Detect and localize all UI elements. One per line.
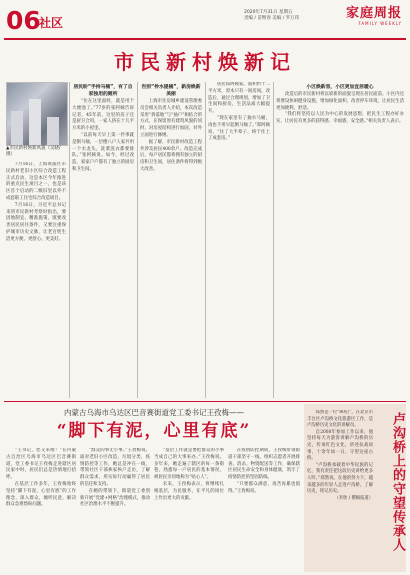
paragraph: 在疫情防控期间，王孜梅带领街道干部坚守一线，组织志愿者开展排查、消杀、物资配送等工作，确保辖区居民生命安全和身体健康，筑牢了疫情防控的坚固防线。 xyxy=(228,448,300,481)
page-header xyxy=(4,4,406,40)
header-rule xyxy=(4,38,406,40)
paragraph: 据了解，市民新村改造工程共涉及居民400余户。改造完成后，每户居民都将拥有独立的厨房和卫生间，居住条件将得到极大改善。 xyxy=(140,139,202,172)
paragraph: 郑然是一位“80后”，在北京市丰台区卢沟桥文化旅游区工作，是卢沟桥历史文化的讲解员。 xyxy=(307,410,373,429)
paragraph: “基层工作就是要把群众的小事当成自己的大事来办。”王孜梅说。多年来，她走遍了辖区的每一条街巷，熟悉每一户居民的基本情况，被居民亲切地称为“贴心人”。 xyxy=(154,448,224,481)
article-kicker: 内蒙古乌海市乌达区巴音赛街道党工委书记王孜梅—— xyxy=(64,408,244,417)
paragraph: “以前每天早上第一件事就是倒马桶，一层楼八户人家共用一个水龙头，洗菜洗衣都要排队。”张阿姨说。如今，经过改造，家家户户都有了独立的厨房和卫生间。 xyxy=(72,132,134,172)
paragraph: “我们将坚持以人民为中心的发展思想，把民生工程办好办实，让居民有更多的获得感、幸福感、安全感。”相关负责人表示。 xyxy=(276,112,404,125)
second-column-4 xyxy=(228,448,300,572)
sidebar-author: （李欣 / 撰稿报道） xyxy=(334,495,373,501)
editors-line: 责编 / 苗继春 美编 / 罗万玮 xyxy=(244,16,300,21)
paragraph: 上海市住房城乡建设管理委员会相关负责人介绍，本次改造采用“拆落地”与“抽户”相结合的方式，在保留原有建筑风貌的同时，对房屋结构进行加固，对外立面进行修缮。 xyxy=(140,99,202,138)
article-title: “脚下有泥，心里有底” xyxy=(56,421,252,441)
photo-building xyxy=(47,117,59,145)
subheading: 居民盼“手持马桶”，有了自家独用的厕所 xyxy=(73,85,133,97)
column-rule xyxy=(205,82,206,398)
issue-date: 2020年7月31日 星期五 xyxy=(244,10,293,15)
paragraph: “卢沟桥承载着中华民族的记忆，我有责任把这段历史讲给更多人听。”郑然说。在他的努力下，越来越多的年轻人走进卢沟桥，了解历史，铭记历史。 xyxy=(307,462,373,495)
logo-english: FAMILY WEEKLY xyxy=(358,21,402,26)
paragraph: “只要群众满意，再苦再累也值得。”王孜梅说。 xyxy=(228,481,300,494)
photo-building xyxy=(11,111,23,145)
paragraph: 自2008年参加工作以来，他坚持每天为游客讲解卢沟桥的历史，传承红色文化，讲述抗战故事，十余年如一日，守望这座古桥。 xyxy=(307,429,373,462)
paragraph: “现在家里有了抽水马桶，再也不用早起倒马桶了。”郑阿姨说，“住了大半辈子，终于住上了成套房。” xyxy=(208,115,270,142)
paragraph: 改造后的市民新村将以崭新的面貌呈现在居民面前。小区内还将增设休闲健身设施、增加绿化面积、改善停车环境，让居民生活更加便利、舒适。 xyxy=(276,92,404,111)
paragraph: 未来，王孜梅表示，将继续扎根基层，为民服务，在平凡的岗位上作出更大的贡献。 xyxy=(154,481,224,501)
sidebar-title: 卢沟桥上的守望传承人 xyxy=(390,412,405,552)
section-name: 社区 xyxy=(39,16,64,30)
paragraph: “王书记，您又来啦！”在内蒙古自治区乌海市乌达区巴音赛街道，党工委书记王孜梅走进辖区居民家中时，居民们总是热情地打招呼。 xyxy=(6,448,76,481)
section-divider xyxy=(4,401,406,402)
sidebar-text xyxy=(307,410,373,570)
photo-caption: ▲市民新村焕新风貌（吴晓/摄） xyxy=(6,146,61,157)
main-column-4 xyxy=(208,82,270,398)
column-rule xyxy=(69,82,70,398)
paragraph: “住在这里面时，就是用个大便池了。”77岁的张阿姨告诉记者，45年前，这里的房子还是厨卫合用，一家人挤在十几平方米的小屋里。 xyxy=(72,99,134,132)
paragraph: 居民郑阿姨家，面积约十二平方米，原本只有一间房间。改造后，通过合理规划，增加了卫生间和厨房，生活品质大幅提升。 xyxy=(208,82,270,115)
masthead-logo xyxy=(342,6,402,27)
page-number: 06 xyxy=(6,6,41,35)
second-column-2 xyxy=(80,448,150,572)
main-headline: 市民新村焕新记 xyxy=(114,50,296,74)
main-column-5 xyxy=(276,82,404,398)
subheading: 告别“拎水提桶”，新房焕新美丽 xyxy=(141,85,201,97)
main-column-3 xyxy=(140,82,202,398)
second-column-1 xyxy=(6,448,76,572)
header-meta xyxy=(244,10,344,22)
column-rule xyxy=(273,82,274,398)
photo-building xyxy=(29,99,41,145)
paragraph: “群众的事无小事。”王孜梅说。面对老旧小区改造、垃圾分类、疫情防控等工作，她总是冲在一线，带领社区干部挨家挨户走访，了解群众需求，用实际行动赢得了居民的信任和支持。 xyxy=(80,448,150,487)
paragraph: 在她的带领下，街道党工委创新开展“党建+网格”治理模式，推动社区治理水平不断提升。 xyxy=(80,488,150,508)
paragraph: 在基层工作多年，王孜梅始终坚持“脚下有泥，心里有底”的工作理念，深入群众，倾听民意，解决群众急难愁盼问题。 xyxy=(6,481,76,508)
subheading: 小区焕新容，小区更加宜居暖心 xyxy=(306,85,374,90)
column-rule xyxy=(137,82,138,398)
logo-chinese: 家庭周报 xyxy=(345,6,402,21)
article-photo xyxy=(6,82,68,146)
second-column-3 xyxy=(154,448,224,572)
paragraph: 7月16日，上海黄浦区市民新村老旧小区综合改造工程正式启动，这是本区今年推进的重点民生项目之一，也是该区首个启动的二级旧里以外不成套职工住宅综合改造项目。 xyxy=(6,162,66,201)
paragraph: 7月16日，习近平总书记来到市民新村考察时指出，要因地制宜、精准施策，既要改善居民居住条件，又要注重保护城市历史文脉，让老百姓生活更方便、更舒心、更美好。 xyxy=(6,202,66,242)
main-column-2 xyxy=(72,82,134,398)
main-column-1 xyxy=(6,162,66,398)
